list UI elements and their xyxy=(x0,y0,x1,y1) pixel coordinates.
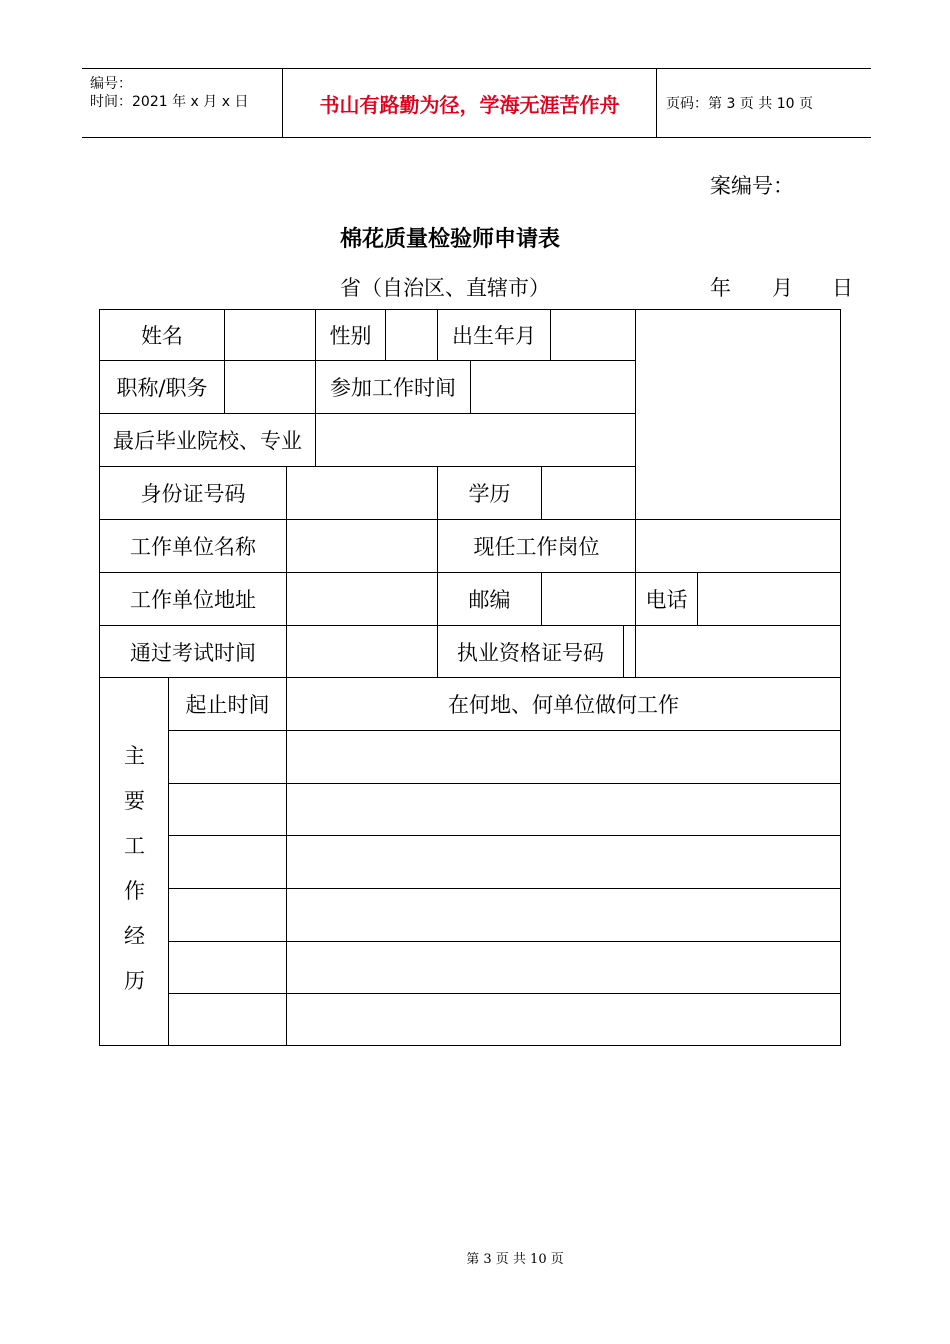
section-char: 历 xyxy=(124,969,145,993)
label-title-position: 职称/职务 xyxy=(116,376,208,400)
label-phone: 电话 xyxy=(645,588,688,612)
id-number-field[interactable] xyxy=(287,467,437,519)
col-description-header: 在何地、何单位做何工作 xyxy=(448,693,679,717)
experience-description-field[interactable] xyxy=(287,731,840,783)
province-label: 省（自治区、直辖市） xyxy=(340,276,550,300)
label-id-number: 身份证号码 xyxy=(140,482,246,506)
label-school-major: 最后毕业院校、专业 xyxy=(113,429,302,453)
experience-period-field[interactable] xyxy=(169,994,286,1045)
experience-period-field[interactable] xyxy=(169,889,286,941)
experience-period-field[interactable] xyxy=(169,942,286,993)
experience-description-field[interactable] xyxy=(287,784,840,835)
section-char: 经 xyxy=(124,924,145,948)
experience-description-field[interactable] xyxy=(287,994,840,1045)
photo-field[interactable] xyxy=(636,310,840,519)
header-time: 时间：2021 年 x 月 x 日 xyxy=(90,94,249,110)
cert-number-field[interactable] xyxy=(624,626,840,677)
employer-field[interactable] xyxy=(287,520,437,572)
label-current-post: 现任工作岗位 xyxy=(473,535,600,559)
section-char: 作 xyxy=(124,879,145,903)
serial-number-label: 编号： xyxy=(90,76,132,92)
phone-field[interactable] xyxy=(698,573,840,625)
label-name: 姓名 xyxy=(141,324,183,348)
experience-description-field[interactable] xyxy=(287,836,840,888)
header-motto: 书山有路勤为径，学海无涯苦作舟 xyxy=(282,69,657,137)
label-employer-address: 工作单位地址 xyxy=(130,588,256,612)
work-start-field[interactable] xyxy=(471,361,635,413)
label-employer: 工作单位名称 xyxy=(130,535,256,559)
section-char: 要 xyxy=(124,789,145,813)
label-education: 学历 xyxy=(468,482,511,506)
experience-period-field[interactable] xyxy=(169,731,286,783)
experience-period-field[interactable] xyxy=(169,784,286,835)
name-field[interactable] xyxy=(225,310,315,360)
label-birth: 出生年月 xyxy=(452,324,536,348)
page-footer: 第 3 页 共 10 页 xyxy=(466,1252,564,1267)
label-work-start: 参加工作时间 xyxy=(330,376,456,400)
col-period-header: 起止时间 xyxy=(185,693,270,717)
education-field[interactable] xyxy=(542,467,635,519)
postcode-field[interactable] xyxy=(542,573,635,625)
section-char: 主 xyxy=(124,744,145,768)
label-gender: 性别 xyxy=(329,324,372,348)
gender-field[interactable] xyxy=(386,310,437,360)
date-day-label: 日 xyxy=(832,276,853,300)
date-year-label: 年 xyxy=(710,276,731,300)
date-month-label: 月 xyxy=(772,276,793,300)
experience-description-field[interactable] xyxy=(287,942,840,993)
birth-field[interactable] xyxy=(551,310,635,360)
current-post-field[interactable] xyxy=(636,520,840,572)
exam-time-field[interactable] xyxy=(287,626,437,677)
title-position-field[interactable] xyxy=(225,361,315,413)
label-exam-time: 通过考试时间 xyxy=(130,640,256,665)
section-char: 工 xyxy=(124,834,145,858)
school-major-field[interactable] xyxy=(316,414,635,466)
employer-address-field[interactable] xyxy=(287,573,437,625)
form-title: 棉花质量检验师申请表 xyxy=(339,226,560,252)
label-cert-number: 执业资格证号码 xyxy=(457,640,604,665)
form-border-bottom xyxy=(99,1045,841,1046)
experience-period-field[interactable] xyxy=(169,836,286,888)
case-number-label: 案编号： xyxy=(710,174,794,198)
label-postcode: 邮编 xyxy=(468,588,511,612)
experience-description-field[interactable] xyxy=(287,889,840,941)
header-page-number: 页码：第 3 页 共 10 页 xyxy=(666,96,813,112)
